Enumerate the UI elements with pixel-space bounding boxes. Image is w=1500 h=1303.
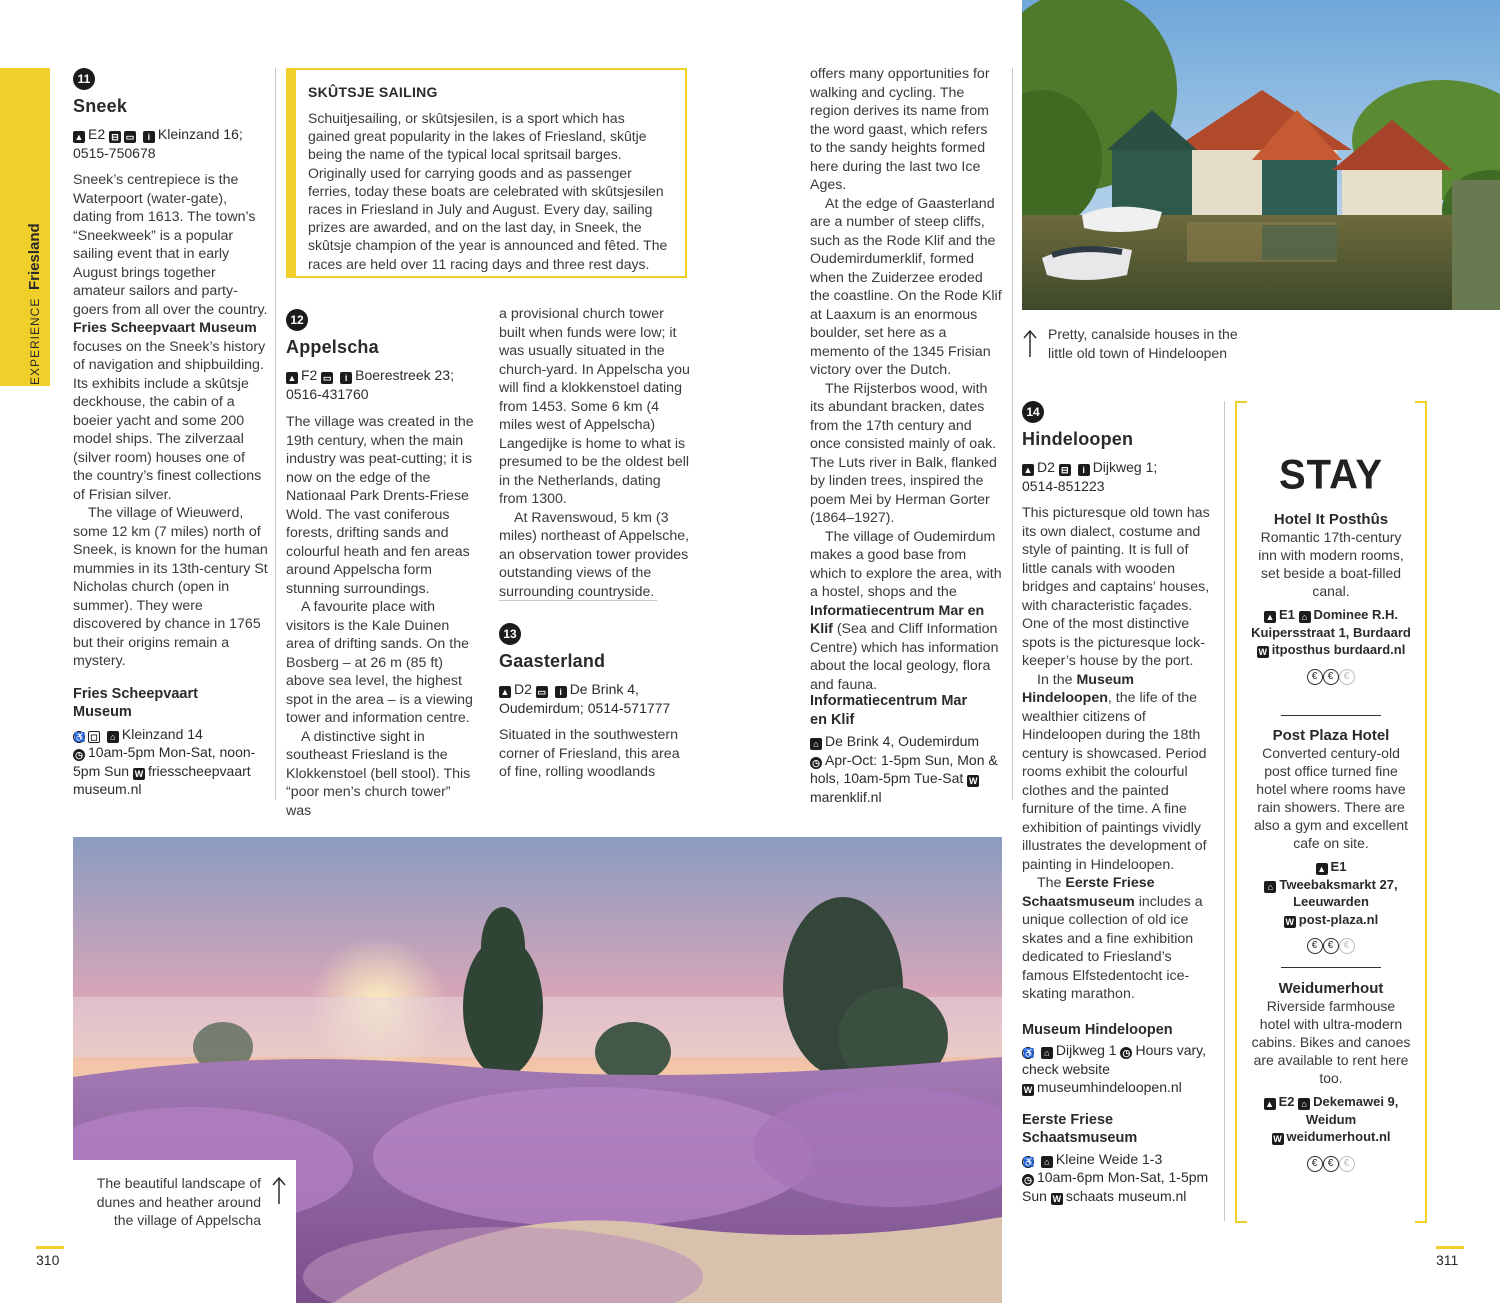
web-icon: W bbox=[1273, 1134, 1282, 1144]
entry-number: 13 bbox=[499, 623, 521, 645]
map-ref-icon: ▲ bbox=[74, 132, 84, 142]
web-icon: W bbox=[968, 776, 978, 786]
map-ref-icon: ▲ bbox=[500, 687, 510, 697]
map-ref-icon: ▲ bbox=[1317, 864, 1326, 874]
address-icon: ⌂ bbox=[810, 738, 822, 750]
entry-body: Sneek’s centrepiece is the Waterpoort (water-gate), dating from 1613. The town’s “Sneekweek” is a popular sailing event that in early August brings together amateur sailors and party-goers from all over the country. Fries Scheepvaart Museum focuses on the Sneek’s history of navigation and shipbuilding. Its exhibits include a skûtsje deckhouse, the cabin of a boeier yacht and some 200 model ships. The zilverzaal (silver room) houses one of the country’s finest collections of Frisian silver. The village of Wieuwerd, some 12 km (7 miles) north of Sneek, is known for the human mummies in its 13th-century St Nicholas church (open in summer). They were discovered by chance in 1765 but their origins remain a mystery. bbox=[73, 172, 268, 669]
entry-body: This picturesque old town has its own dialect, costume and style of painting. It is full of little canals with wooden bridges and captains’ houses, with characteristic façades. One of the most distinctive spots is the picturesque lock-keeper’s house by the port. In the Museum Hindeloopen, the life of the wealthier citizens of Hindeloopen during the 18th century is showcased. Period rooms exhibit the colourful clothes and the painted furniture of the time. A fine exhibition of paintings vividly illustrates the development of painting in Hindeloopen. The Eerste Friese Schaatsmuseum includes a unique collection of old ice skates and a fine exhibition dedicated to Friesland’s famous Elfstedentocht ice-skating marathon. bbox=[1022, 505, 1210, 1002]
address-icon: ⌂ bbox=[1298, 1098, 1310, 1110]
arrow-up-icon bbox=[1022, 329, 1038, 359]
museum-info: ♿ ⌂ Kleine Weide 1-3 ◷ 10am-6pm Mon-Sat, 1-5pm Sun W schaats museum.nl bbox=[1022, 1150, 1209, 1204]
hotel-info: ▲ E1 ⌂ Dominee R.H. Kuipersstraat 1, Burdaard W itposthus burdaard.nl bbox=[1251, 607, 1411, 657]
info-centre-website-link[interactable]: marenklif.nl bbox=[810, 788, 882, 805]
info-icon: i bbox=[555, 686, 567, 698]
stay-box bbox=[1235, 401, 1427, 1223]
address-icon: ⌂ bbox=[1041, 1156, 1053, 1168]
clock-icon: ◷ bbox=[1120, 1047, 1132, 1059]
page-number-left: 310 bbox=[36, 1252, 60, 1268]
column-divider bbox=[275, 68, 276, 800]
caption-text: The beautiful landscape of dunes and heather around the village of Appelscha bbox=[96, 1175, 261, 1228]
museum-title: Museum Hindeloopen bbox=[1022, 1021, 1173, 1038]
hotel-entry bbox=[1251, 727, 1411, 954]
page-number-right: 311 bbox=[1436, 1252, 1459, 1268]
entry-body: The village was created in the 19th century, when the main industry was peat-cutting; it is now on the edge of the Nationaal Park Drents-Friese Wold. The vast coniferous forests, drifting sands and colourful heath and fen areas around Appelscha form stunning surroundings. A favourite place with visitors is the Kale Duinen area of drifting sands. On the Bosberg – at 26 m (85 ft) above sea level, the highest spot in the area – is a viewing tower and information centre. A distinctive sight in southeast Friesland is the Klokkenstoel (bell stool). This “poor men’s church tower” was bbox=[286, 414, 474, 819]
entry-title: Hindeloopen bbox=[1022, 429, 1134, 449]
address-icon: ⌂ bbox=[1264, 881, 1276, 893]
caption-text: Pretty, canalside houses in the little old town of Hindeloopen bbox=[1048, 326, 1238, 361]
entry-title: Gaasterland bbox=[499, 651, 606, 671]
museum-website-link[interactable]: museumhindeloopen.nl bbox=[1037, 1079, 1182, 1095]
info-icon: i bbox=[1078, 464, 1090, 476]
column-divider bbox=[1012, 68, 1013, 800]
hotel-description: Converted century-old post office turned fine hotel where rooms have rain showers. There are also a gym and excellent cafe on site. bbox=[1253, 745, 1409, 851]
hotel-divider bbox=[1281, 967, 1381, 968]
sailing-box bbox=[286, 68, 687, 278]
accessibility-icon: ♿ bbox=[1023, 1156, 1035, 1167]
stay-border-bot-r bbox=[1415, 1221, 1427, 1223]
entry-info: ▲ D2 ▭ i De Brink 4, Oudemirdum; 0514-571777 bbox=[499, 681, 671, 716]
caption-bottom bbox=[86, 1174, 292, 1230]
stay-title: STAY bbox=[1278, 451, 1384, 499]
stay-border-left bbox=[1235, 401, 1237, 1223]
map-ref-icon: ▲ bbox=[1265, 612, 1275, 622]
arrow-up-icon bbox=[271, 1176, 287, 1206]
page-number-marker bbox=[36, 1246, 64, 1249]
accessibility-icon: ♿ bbox=[1023, 1048, 1035, 1058]
stay-border-top-r bbox=[1415, 401, 1427, 403]
museum-title: Fries Scheepvaart Museum bbox=[73, 685, 198, 720]
train-icon: ⊟ bbox=[1059, 464, 1071, 476]
hotel-entry bbox=[1251, 980, 1411, 1172]
info-icon: i bbox=[143, 131, 155, 143]
section-label: EXPERIENCE Friesland bbox=[26, 223, 43, 385]
museum-website-link[interactable]: schaats museum.nl bbox=[1065, 1187, 1187, 1204]
hotel-info: ▲ E2 ⌂ Dekemawei 9, Weidum W weidumerhout.nl bbox=[1265, 1094, 1399, 1144]
hotel-website-link[interactable]: post-plaza.nl bbox=[1298, 911, 1379, 927]
caption-top bbox=[1022, 325, 1262, 362]
hindeloopen-section bbox=[1022, 401, 1212, 1205]
map-ref-icon: ▲ bbox=[1023, 465, 1033, 475]
hotel-name: Post Plaza Hotel bbox=[1272, 727, 1390, 744]
bus-icon: ▭ bbox=[125, 132, 135, 142]
stay-border-bot-l bbox=[1235, 1221, 1247, 1223]
gaasterland-continued: offers many opportunities for walking and cycling. The region derives its name from the word gaast, which refers to the sandy heights formed here during the last two Ice Ages. At the edge of Gaasterland are a number of steep cliffs, such as the Rode Klif and the Oudemirdumerklif, formed when the Zuiderzee eroded the coastline. On the Rode Klif at Laaxum is an enormous boulder, set here as a memento of the 1345 Frisian victory over the Dutch. The Rijsterbos wood, with its abundant bracken, dates from the 17th century and once consisted mainly of oak. The Luts river in Balk, flanked by linden trees, inspired the poem Mei by Herman Gorter (1864–1927). The village of Oudemirdum makes a good base from which to explore the area, with a hostel, shops and the Informatiecentrum Mar en Klif (Sea and Cliff Information Centre) which has information about the local geology, flora and fauna. bbox=[810, 66, 1002, 693]
entry-title: Appelscha bbox=[286, 337, 379, 357]
web-icon: W bbox=[134, 768, 144, 779]
entry-title: Sneek bbox=[73, 96, 128, 116]
appelscha-section bbox=[286, 309, 476, 820]
web-icon: W bbox=[1023, 1085, 1033, 1095]
info-centre-block bbox=[810, 692, 1000, 806]
web-icon: W bbox=[1285, 916, 1295, 927]
sailing-text: Schuitjesailing, or skûtsjesilen, is a sport which has gained great popularity in the lakes of Friesland, skûtje being the name of the typical local spritsail barges. Originally used for carrying goods and as passenger ferries, today these boats are celebrated with skûtsjesilen races in Friesland in July and August. Every day, sailing prizes are awarded, and on the last day, in Sneek, the skûtsje champion of the year is announced and fêted. The races are held over 11 racing days and three rest days. bbox=[308, 110, 668, 272]
museum-info: ♿ ◻ ⌂ Kleinzand 14 ◷ 10am-5pm Mon-Sat, noon-5pm Sun W friesscheepvaart museum.nl bbox=[73, 725, 256, 797]
info-centre-title: Informatiecentrum Mar en Klif bbox=[810, 693, 968, 728]
hotel-website-link[interactable]: itposthus burdaard.nl bbox=[1271, 642, 1406, 657]
entry-info: ▲ E2 ⊟ ▭ i Kleinzand 16; 0515-750678 bbox=[73, 126, 243, 161]
entry-number: 14 bbox=[1022, 401, 1044, 423]
web-icon: W bbox=[1258, 647, 1267, 657]
address-icon: ⌂ bbox=[1041, 1047, 1053, 1059]
map-ref-icon: ▲ bbox=[1265, 1099, 1275, 1109]
info-icon: i bbox=[340, 372, 352, 384]
cafe-icon: ◻ bbox=[88, 731, 100, 743]
hotel-description: Riverside farmhouse hotel with ultra-modern cabins. Bikes and canoes are available to rent here too. bbox=[1251, 998, 1411, 1086]
museum-info: ♿ ⌂ Dijkweg 1 ◷ Hours vary, check website W museumhindeloopen.nl bbox=[1022, 1042, 1207, 1095]
hotel-name: Hotel It Posthûs bbox=[1273, 511, 1389, 528]
map-ref-icon: ▲ bbox=[287, 373, 297, 383]
hotel-description: Romantic 17th-century inn with modern rooms, set beside a boat-filled canal. bbox=[1258, 529, 1404, 599]
entry-number: 12 bbox=[286, 309, 308, 331]
entry-info: ▲ F2 ▭ i Boerestreek 23; 0516-431760 bbox=[286, 367, 454, 402]
clock-icon: ◷ bbox=[73, 749, 85, 761]
address-icon: ⌂ bbox=[1299, 611, 1311, 623]
sneek-section bbox=[73, 68, 268, 799]
hotel-entry bbox=[1251, 511, 1411, 685]
entry-body: Situated in the southwestern corner of Friesland, this area of fine, rolling woodlands bbox=[499, 727, 680, 780]
hotel-divider bbox=[1281, 715, 1381, 716]
price-rating: € € € bbox=[1251, 667, 1411, 685]
sailing-title: SKÛTSJE SAILING bbox=[308, 84, 438, 100]
price-rating: € € € bbox=[1251, 1154, 1411, 1172]
page-number-marker bbox=[1436, 1246, 1464, 1249]
entry-number: 11 bbox=[73, 68, 95, 90]
clock-icon: ◷ bbox=[810, 757, 822, 769]
appelscha-continued: a provisional church tower built when funds were low; it was usually situated in the church-yard. In Appelscha you will find a klokkenstoel dating from 1453. Some 6 km (4 miles west of Appelscha) Langedijke is home to what is presumed to be the oldest bell in the Netherlands, dating from 1300. At Ravenswoud, 5 km (3 miles) northeast of Appelsche, an observation tower provides outstanding views of the surrounding countryside. bbox=[499, 306, 690, 600]
hotel-website-link[interactable]: weidumerhout.nl bbox=[1286, 1129, 1391, 1144]
column-divider bbox=[1224, 401, 1225, 1221]
web-icon: W bbox=[1052, 1193, 1062, 1204]
price-rating: € € € bbox=[1251, 936, 1411, 954]
bus-icon: ▭ bbox=[322, 373, 332, 383]
train-icon: ⊟ bbox=[109, 131, 121, 143]
hotel-info: ▲ E1 ⌂ Tweebaksmarkt 27, Leeuwarden W post-plaza.nl bbox=[1251, 858, 1411, 928]
hindeloopen-photo bbox=[1022, 0, 1500, 310]
section-divider bbox=[499, 600, 657, 601]
stay-border-top-l bbox=[1235, 401, 1247, 403]
entry-info: ▲ D2 ⊟ i Dijkweg 1; 0514-851223 bbox=[1022, 459, 1158, 494]
sailing-box-accent bbox=[286, 68, 296, 278]
stay-border-right bbox=[1425, 401, 1427, 1223]
bus-icon: ▭ bbox=[537, 687, 547, 697]
clock-icon: ◷ bbox=[1022, 1174, 1034, 1186]
address-icon: ⌂ bbox=[107, 731, 119, 743]
museum-website-link[interactable]: friesscheepvaart museum.nl bbox=[73, 762, 251, 797]
accessibility-icon: ♿ bbox=[74, 731, 86, 742]
canal-houses-image bbox=[1022, 0, 1500, 310]
gaasterland-section bbox=[499, 623, 689, 782]
info-centre-details: ⌂ De Brink 4, Oudemirdum ◷ Apr-Oct: 1-5pm Sun, Mon & hols, 10am-5pm Tue-Sat Wmarenklif.nl bbox=[810, 733, 998, 805]
museum-title: Eerste Friese Schaatsmuseum bbox=[1022, 1111, 1138, 1146]
hotel-name: Weidumerhout bbox=[1278, 980, 1384, 997]
